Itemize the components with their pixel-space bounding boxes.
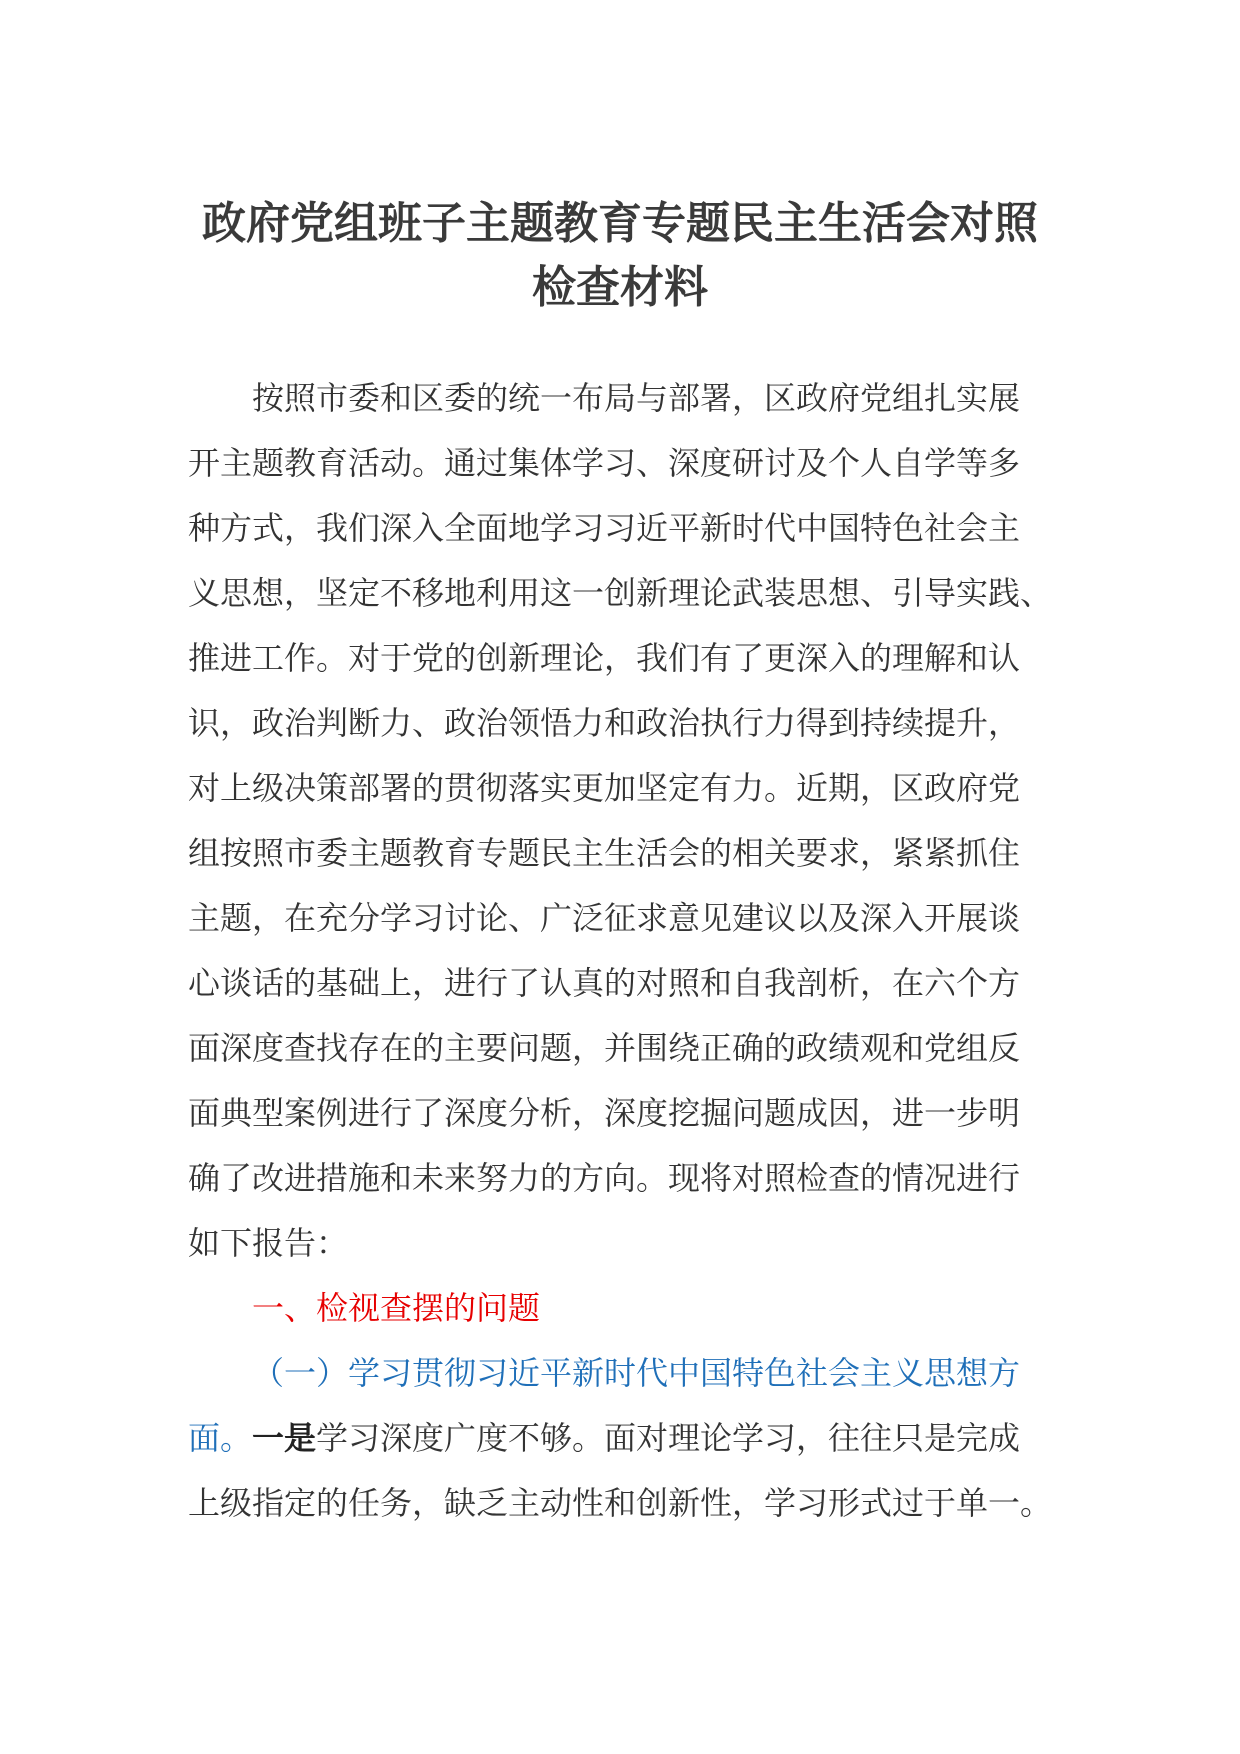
point-line-2: 上级指定的任务，缺乏主动性和创新性，学习形式过于单一。	[188, 1484, 1053, 1522]
paragraph-line: 识，政治判断力、政治领悟力和政治执行力得到持续提升，	[188, 704, 1021, 742]
paragraph-line: 如下报告：	[188, 1224, 349, 1262]
point-text: 学习深度广度不够。面对理论学习，往往只是完成	[316, 1419, 1021, 1457]
document-title	[180, 192, 1060, 320]
paragraph-line: 心谈话的基础上，进行了认真的对照和自我剖析，在六个方	[188, 964, 1021, 1002]
paragraph-line: 面典型案例进行了深度分析，深度挖掘问题成因，进一步明	[188, 1094, 1021, 1132]
intro-paragraph	[188, 366, 1068, 1276]
subsection-heading: （一）学习贯彻习近平新时代中国特色社会主义思想方	[252, 1354, 1021, 1392]
paragraph-line: 种方式，我们深入全面地学习习近平新时代中国特色社会主	[188, 509, 1021, 547]
paragraph-line: 对上级决策部署的贯彻落实更加坚定有力。近期，区政府党	[188, 769, 1021, 807]
paragraph-line: 开主题教育活动。通过集体学习、深度研讨及个人自学等多	[188, 444, 1021, 482]
title-line-2: 检查材料	[532, 262, 708, 313]
paragraph-line: 组按照市委主题教育专题民主生活会的相关要求，紧紧抓住	[188, 834, 1021, 872]
paragraph-line: 按照市委和区委的统一布局与部署，区政府党组扎实展	[252, 379, 1021, 417]
section-heading: 一、检视查摆的问题	[252, 1289, 541, 1327]
paragraph-line: 义思想，坚定不移地利用这一创新理论武装思想、引导实践、	[188, 574, 1053, 612]
paragraph-line: 确了改进措施和未来努力的方向。现将对照检查的情况进行	[188, 1159, 1021, 1197]
point-line-1	[188, 1406, 1068, 1471]
document-body	[188, 366, 1068, 1536]
point-label: 一是	[252, 1419, 317, 1457]
title-line-1: 政府党组班子主题教育专题民主生活会对照	[202, 198, 1038, 249]
subsection-heading-end: 面。	[188, 1419, 253, 1457]
paragraph-line: 面深度查找存在的主要问题，并围绕正确的政绩观和党组反	[188, 1029, 1021, 1067]
paragraph-line: 主题，在充分学习讨论、广泛征求意见建议以及深入开展谈	[188, 899, 1021, 937]
paragraph-line: 推进工作。对于党的创新理论，我们有了更深入的理解和认	[188, 639, 1021, 677]
